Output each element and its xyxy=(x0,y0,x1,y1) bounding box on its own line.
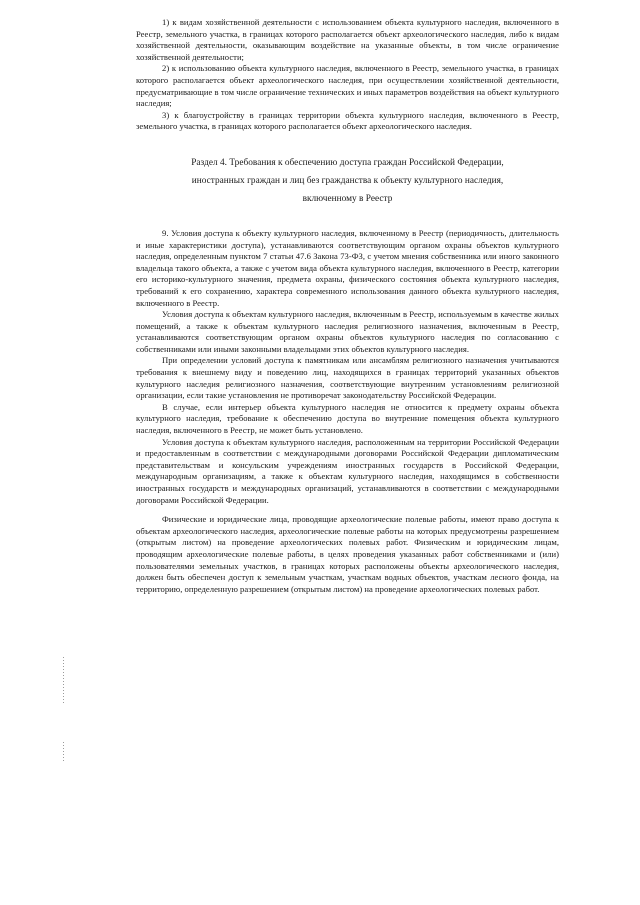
paragraph-9: 9. Условия доступа к объекту культурного наследия, включенному в Реестр (периодичность, длительность и иные характеристики доступа), устанавливаются соответствующим органом охраны объектов культурного наследия, определенным пунктом 7 статьи 47.6 Закона 73-ФЗ, с учетом мнения собственника или иного законного владельца такого объекта, а также с учетом вида объекта культурного наследия, включенного в Реестр, категории его историко-культурного значения, предмета охраны, физического состояния объекта культурного наследия, требований к его сохранению, характера современного использования данного объекта культурного наследия, включенного в Реестр. xyxy=(136,227,559,308)
paragraph-residential-access: Условия доступа к объектам культурного наследия, включенным в Реестр, используемым в качестве жилых помещений, а также к объектам культурного наследия религиозного назначения, включенным в Реестр, устанавливаются соответствующим органом охраны объектов культурного наследия по согласованию с собственниками или иными законными владельцами этих объектов культурного наследия. xyxy=(136,309,559,354)
paragraph-diplomatic: Условия доступа к объектам культурного наследия, расположенным на территории Российской Федерации и предоставленным в соответствии с международными договорами Российской Федерации дипломатическим представительствам и консульским учреждениям иностранных государств в Российской Федерации, международным организациям, а также к объектам культурного наследия, находящимся в собственности иностранных государств и международных организаций, устанавливаются в соответствии с международными договорами Российской Федерации. xyxy=(136,436,559,505)
section-heading xyxy=(136,154,559,208)
list-item-2: 2) к использованию объекта культурного наследия, включенного в Реестр, земельного участка, в границах которого располагается объект археологического наследия, при осуществлении хозяйственной деятельности, предусматривающие в том числе ограничение технических и иных параметров воздействия на объект культурного наследия; xyxy=(136,63,559,109)
section-heading-line-1: Раздел 4. Требования к обеспечению доступа граждан Российской Федерации, xyxy=(191,157,504,168)
paragraph-archaeological-works: Физические и юридические лица, проводящие археологические полевые работы, имеют право доступа к объектам археологического наследия, археологические полевые работы на которых предусмотрены разрешением (открытым листом) на проведение археологических полевых работ. Физическим и юридическим лицам, проводящим археологические полевые работы, в целях проведения указанных работ собственниками и (или) пользователями земельных участков, в границах которых расположены объекты археологического наследия, должен быть обеспечен доступ к земельным участкам, участкам водных объектов, участкам лесного фонда, на территорию, определенную разрешением (открытым листом) на проведение археологических полевых работ. xyxy=(136,514,559,594)
document-page xyxy=(136,17,559,595)
scan-mark-lower xyxy=(63,742,64,762)
paragraph-interior: В случае, если интерьер объекта культурного наследия не относится к предмету охраны объекта культурного наследия, требование к обеспечению доступа во внутренние помещения объекта культурного наследия, включенного в Реестр, не может быть установлено. xyxy=(136,401,559,436)
list-item-3: 3) к благоустройству в границах территории объекта культурного наследия, включенного в Реестр, земельного участка, в границах которого располагается объект археологического наследия. xyxy=(136,109,559,132)
section-heading-line-2: иностранных граждан и лиц без гражданства к объекту культурного наследия, xyxy=(191,175,504,186)
paragraph-religious-requirements: При определении условий доступа к памятникам или ансамблям религиозного назначения учитываются требования к внешнему виду и поведению лиц, находящихся в границах территорий указанных объектов культурного наследия религиозного назначения, соответствующие внутренним установлениям религиозной организации, если такие установления не противоречат законодательству Российской Федерации. xyxy=(136,355,559,401)
scan-mark-upper xyxy=(63,657,64,703)
section-heading-line-3: включенному в Реестр xyxy=(302,193,393,204)
list-item-1: 1) к видам хозяйственной деятельности с использованием объекта культурного наследия, включенного в Реестр, земельного участка, в границах которого располагается объект археологического наследия, либо к видам хозяйственной деятельности, оказывающим воздействие на указанные объекты, в том числе ограничение хозяйственной деятельности; xyxy=(136,17,559,62)
